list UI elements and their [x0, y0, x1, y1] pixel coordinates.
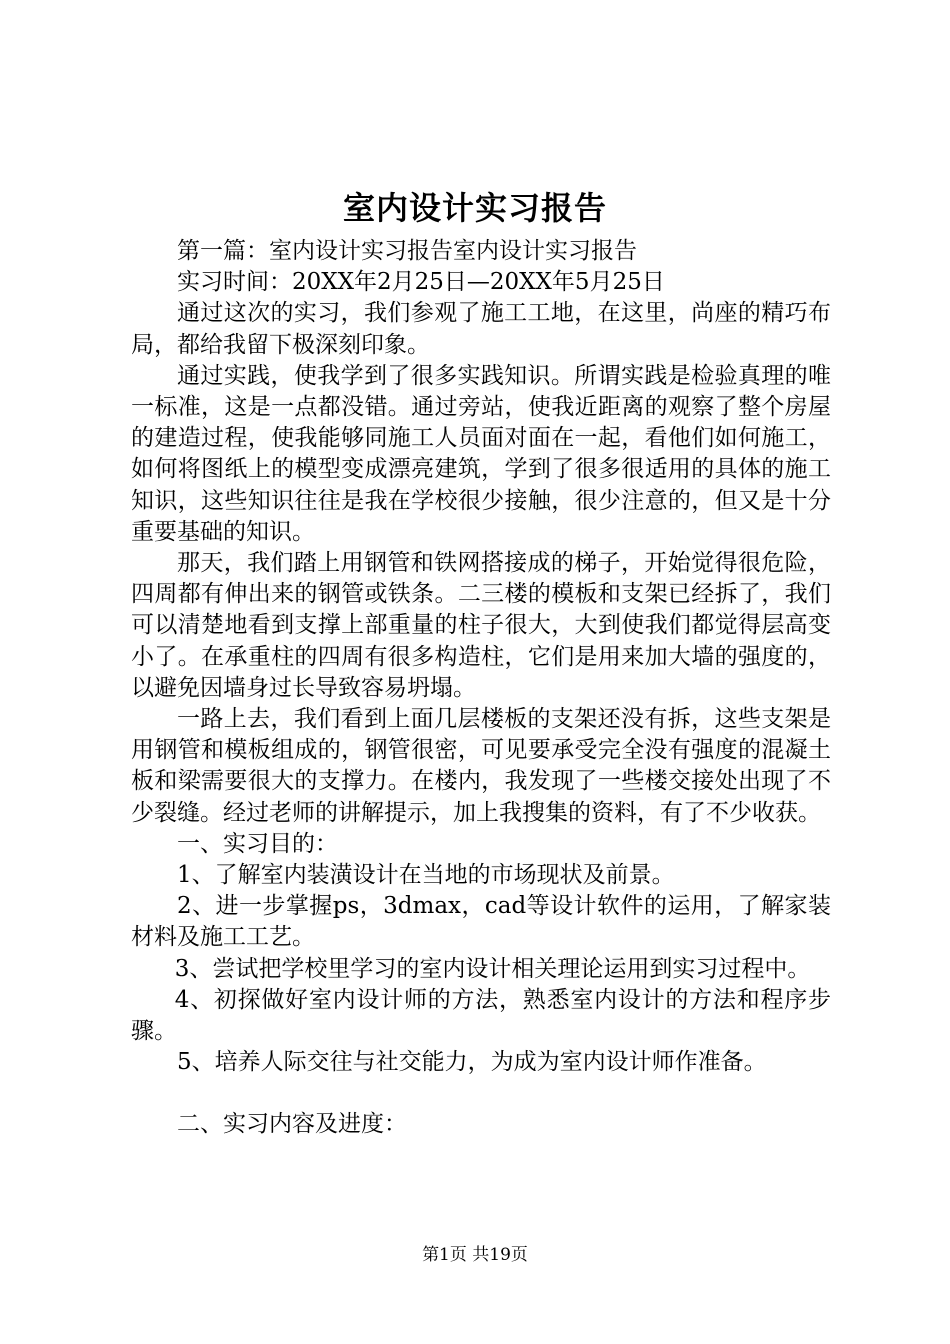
section-heading-purpose: 一、实习目的： [177, 830, 338, 857]
section-heading-content: 二、实习内容及进度： [177, 1111, 407, 1138]
page-number-footer: 第1页 共19页 [422, 1245, 528, 1265]
paragraph-chapter-heading: 第一篇：室内设计实习报告室内设计实习报告 [177, 238, 637, 264]
list-item-purpose-1: 1、了解室内装潢设计在当地的市场现状及前景。 [177, 862, 675, 889]
list-item-purpose-5: 5、培养人际交往与社交能力，为成为室内设计师作准备。 [177, 1049, 767, 1076]
document-title: 室内设计实习报告 [342, 189, 607, 227]
paragraph: 通过这次的实习，我们参观了施工工地，在这里，尚座的精巧布局，都给我留下极深刻印象。 [131, 300, 831, 358]
list-item-purpose-4: 4、初探做好室内设计师的方法，熟悉室内设计的方法和程序步骤。 [131, 986, 831, 1045]
paragraph: 那天，我们踏上用钢管和铁网搭接成的梯子，开始觉得很危险，四周都有伸出来的钢管或铁条。二三楼的模板和支架已经拆了，我们可以清楚地看到支撑上部重量的柱子很大，大到使我们都觉得层高变小了。在承重柱的四周有很多构造柱，它们是用来加大墙的强度的，以避免因墙身过长导致容易坍塌。 [131, 550, 831, 701]
paragraph-internship-time: 实习时间：20XX年2月25日—20XX年5月25日 [177, 269, 665, 296]
list-item-purpose-2: 2、进一步掌握ps，3dmax，cad等设计软件的运用，了解家装材料及施工工艺。 [131, 893, 831, 951]
paragraph: 一路上去，我们看到上面几层楼板的支架还没有拆，这些支架是用钢管和模板组成的，钢管很密，可见要承受完全没有强度的混凝土板和梁需要很大的支撑力。在楼内，我发现了一些楼交接处出现了不少裂缝。经过老师的讲解提示，加上我搜集的资料，有了不少收获。 [131, 706, 831, 826]
paragraph: 通过实践，使我学到了很多实践知识。所谓实践是检验真理的唯一标准，这是一点都没错。通过旁站，使我近距离的观察了整个房屋的建造过程，使我能够同施工人员面对面在一起，看他们如何施工，如何将图纸上的模型变成漂亮建筑，学到了很多很适用的具体的施工知识，这些知识往往是我在学校很少接触，很少注意的，但又是十分重要基础的知识。 [131, 362, 831, 545]
list-item-purpose-3: 3、尝试把学校里学习的室内设计相关理论运用到实习过程中。 [174, 955, 811, 982]
document-body [131, 236, 831, 1141]
